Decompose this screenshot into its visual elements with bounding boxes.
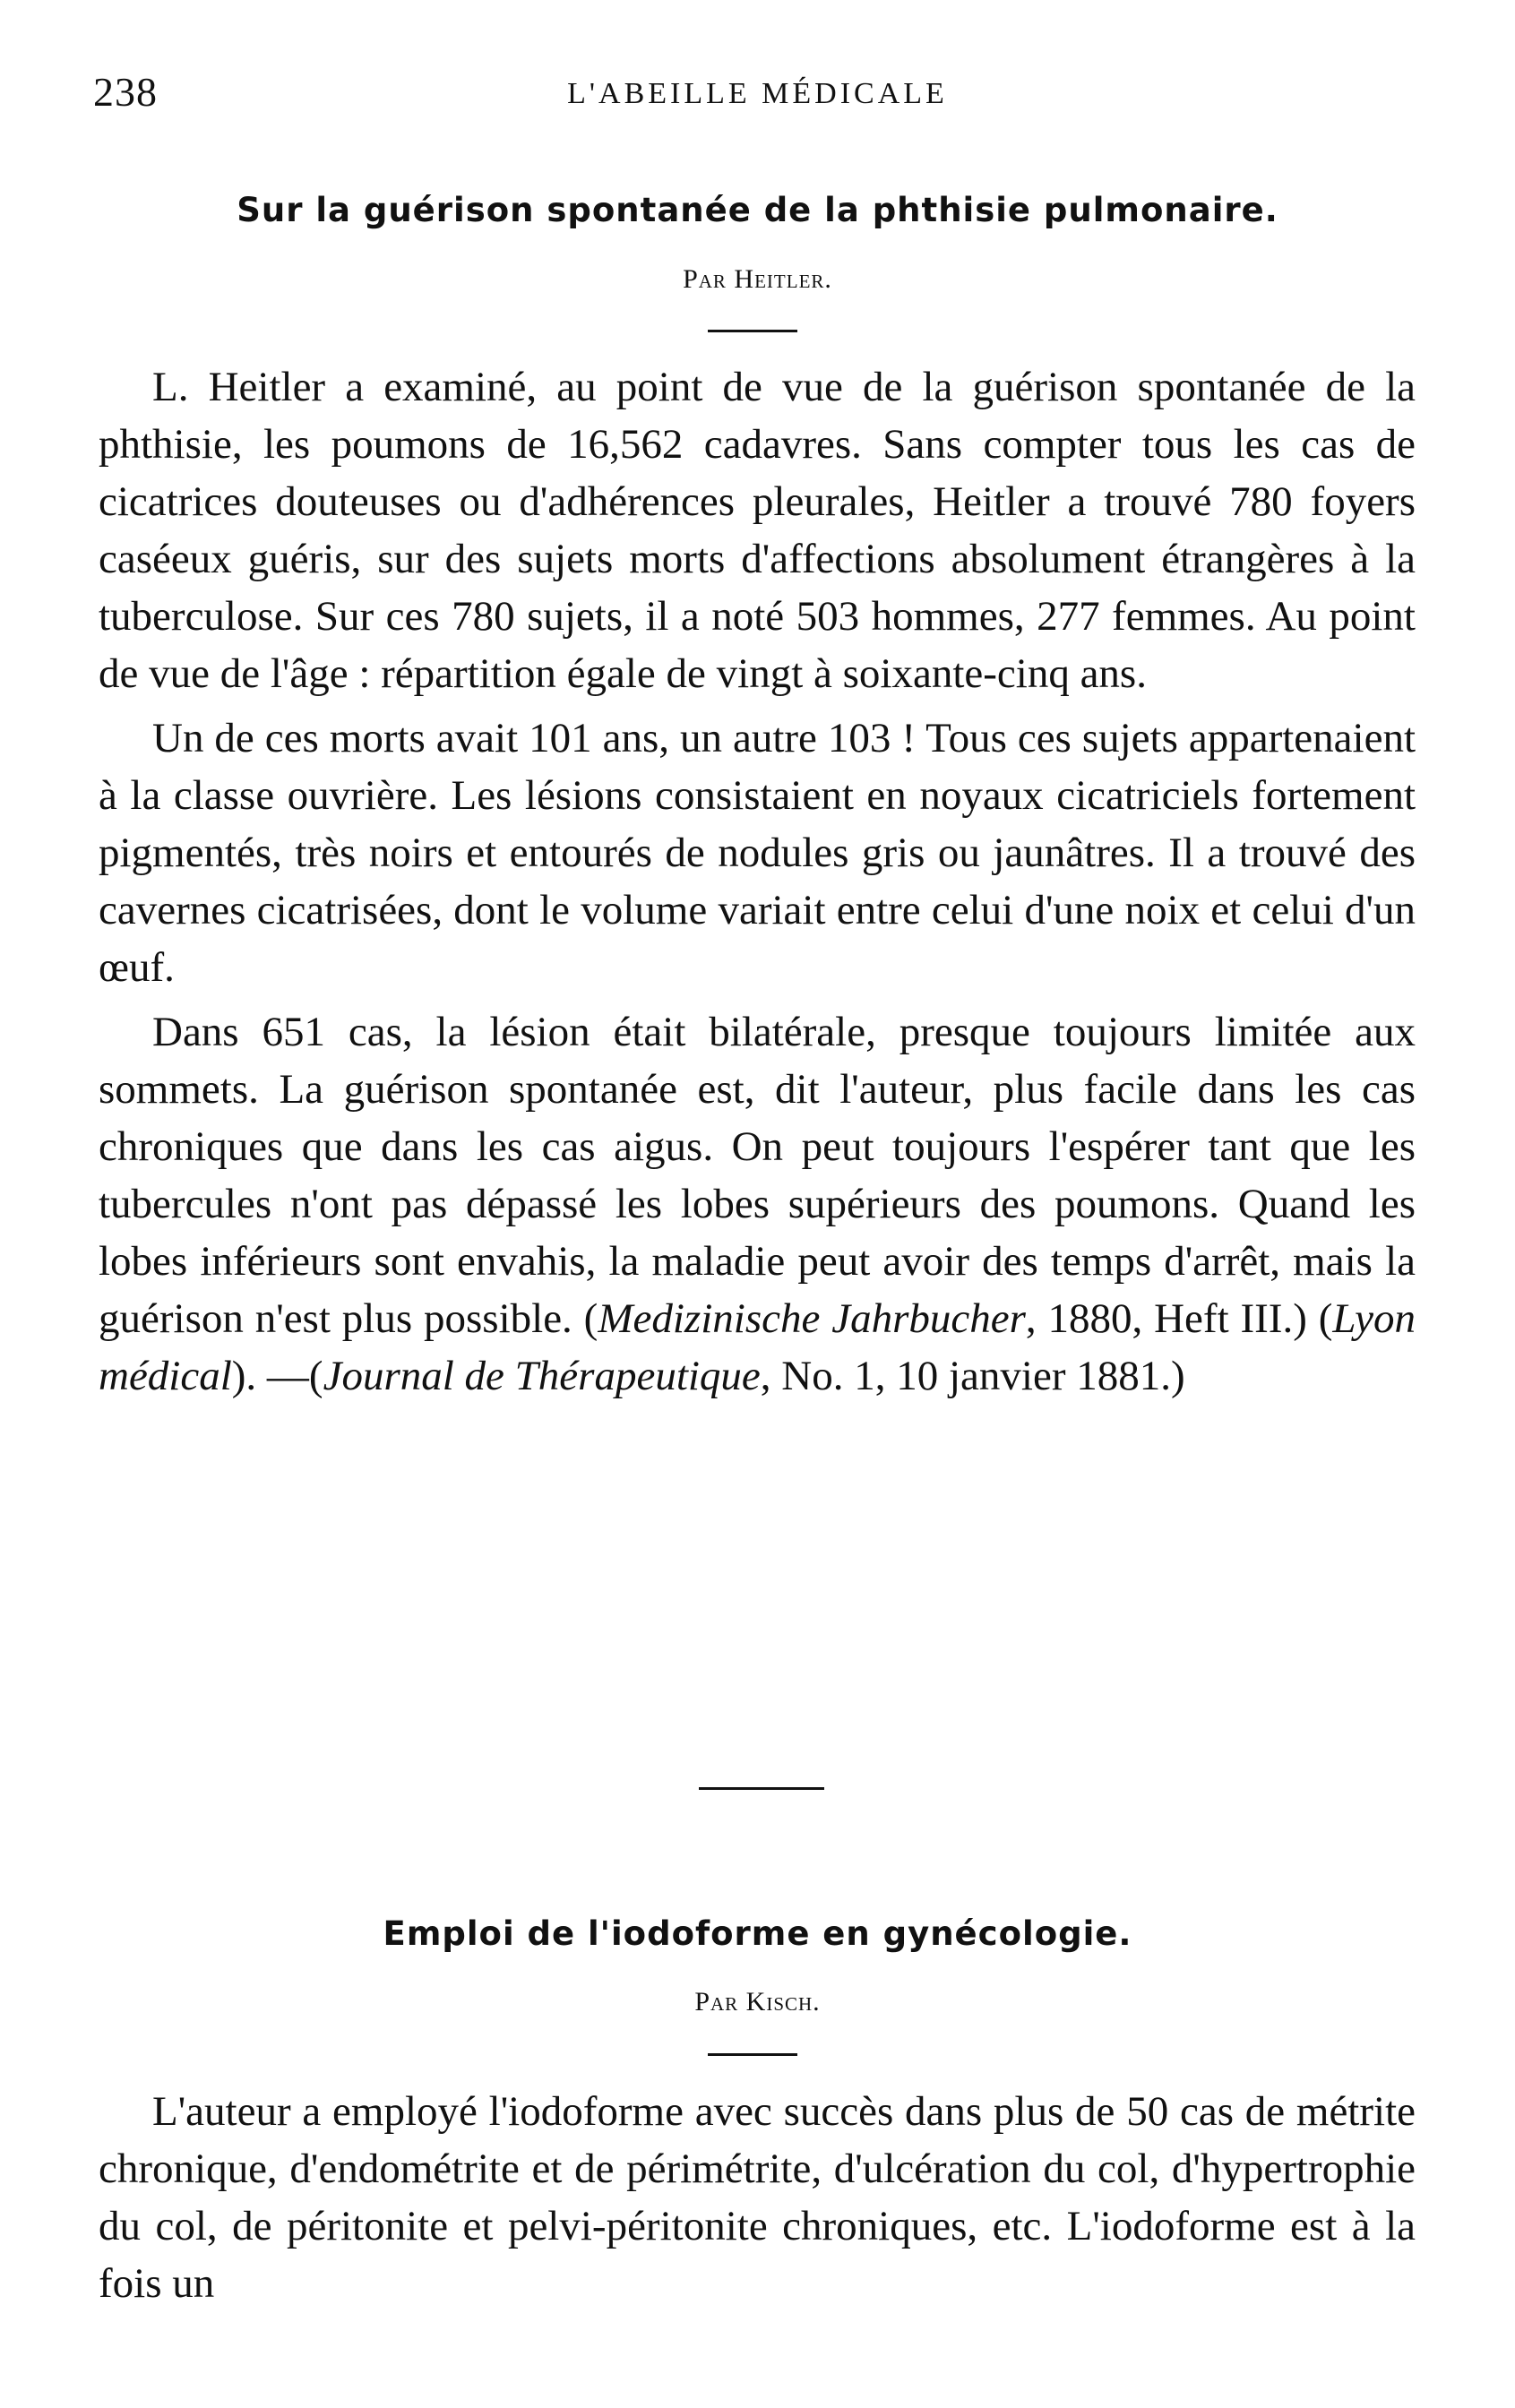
- title-rule: [708, 330, 797, 332]
- body-paragraph: Un de ces morts avait 101 ans, un autre 103 ! Tous ces sujets appartenaient à la classe ouvrière. Les lésions consistaient en noyaux cicatriciels fortement pigmentés, très noirs et entourés de nodules gris ou jaunâtres. Il a trouvé des cavernes cicatrisées, dont le volume variait entre celui d'une noix et celui d'un œuf.: [99, 715, 1416, 991]
- article-byline: Par Kisch.: [694, 1987, 821, 2017]
- citation-detail: , No. 1, 10 janvier 1881.): [760, 1353, 1185, 1399]
- running-head: L'ABEILLE MÉDICALE: [567, 77, 948, 110]
- paragraph-text: Dans 651 cas, la lésion était bilatérale, presque toujours limitée aux sommets. La guérison spontanée est, dit l'auteur, plus facile dans les cas chroniques que dans les cas aigus. On peut toujours l'espérer tant que les tubercules n'ont pas dépassé les lobes supérieurs des poumons. Quand les lobes inférieurs sont envahis, la maladie peut avoir des temps d'arrêt, mais la guérison n'est plus possible. (: [99, 1009, 1416, 1342]
- section-divider: [699, 1787, 824, 1790]
- citation-journal: Lyon médical: [99, 1295, 1416, 1399]
- article-title: Emploi de l'iodoforme en gynécologie.: [383, 1914, 1132, 1953]
- citation-journal: Medizinische Jahrbucher: [598, 1295, 1026, 1342]
- citation-detail: , 1880, Heft III.) (: [1025, 1295, 1333, 1342]
- title-rule: [708, 2053, 797, 2056]
- article-title: Sur la guérison spontanée de la phthisie pulmonaire.: [237, 191, 1278, 229]
- article-body: [99, 358, 1416, 1405]
- article-byline: Par Heitler.: [683, 264, 832, 294]
- citation-detail: ). —(: [231, 1353, 323, 1399]
- page-number: 238: [93, 69, 158, 115]
- article-body: [99, 2083, 1416, 2312]
- body-paragraph: L'auteur a employé l'iodoforme avec succès dans plus de 50 cas de métrite chronique, d'endométrite et de périmétrite, d'ulcération du col, d'hypertrophie du col, de péritonite et pelvi-péritonite chroniques, etc. L'iodoforme est à la fois un: [99, 2088, 1416, 2307]
- body-paragraph: L. Heitler a examiné, au point de vue de la guérison spontanée de la phthisie, les poumons de 16,562 cadavres. Sans compter tous les cas de cicatrices douteuses ou d'adhérences pleurales, Heitler a trouvé 780 foyers caséeux guéris, sur des sujets morts d'affections absolument étrangères à la tuberculose. Sur ces 780 sujets, il a noté 503 hommes, 277 femmes. Au point de vue de l'âge : répartition égale de vingt à soixante-cinq ans.: [99, 364, 1416, 697]
- body-paragraph: [99, 1003, 1416, 1405]
- citation-journal: Journal de Thérapeutique: [323, 1353, 761, 1399]
